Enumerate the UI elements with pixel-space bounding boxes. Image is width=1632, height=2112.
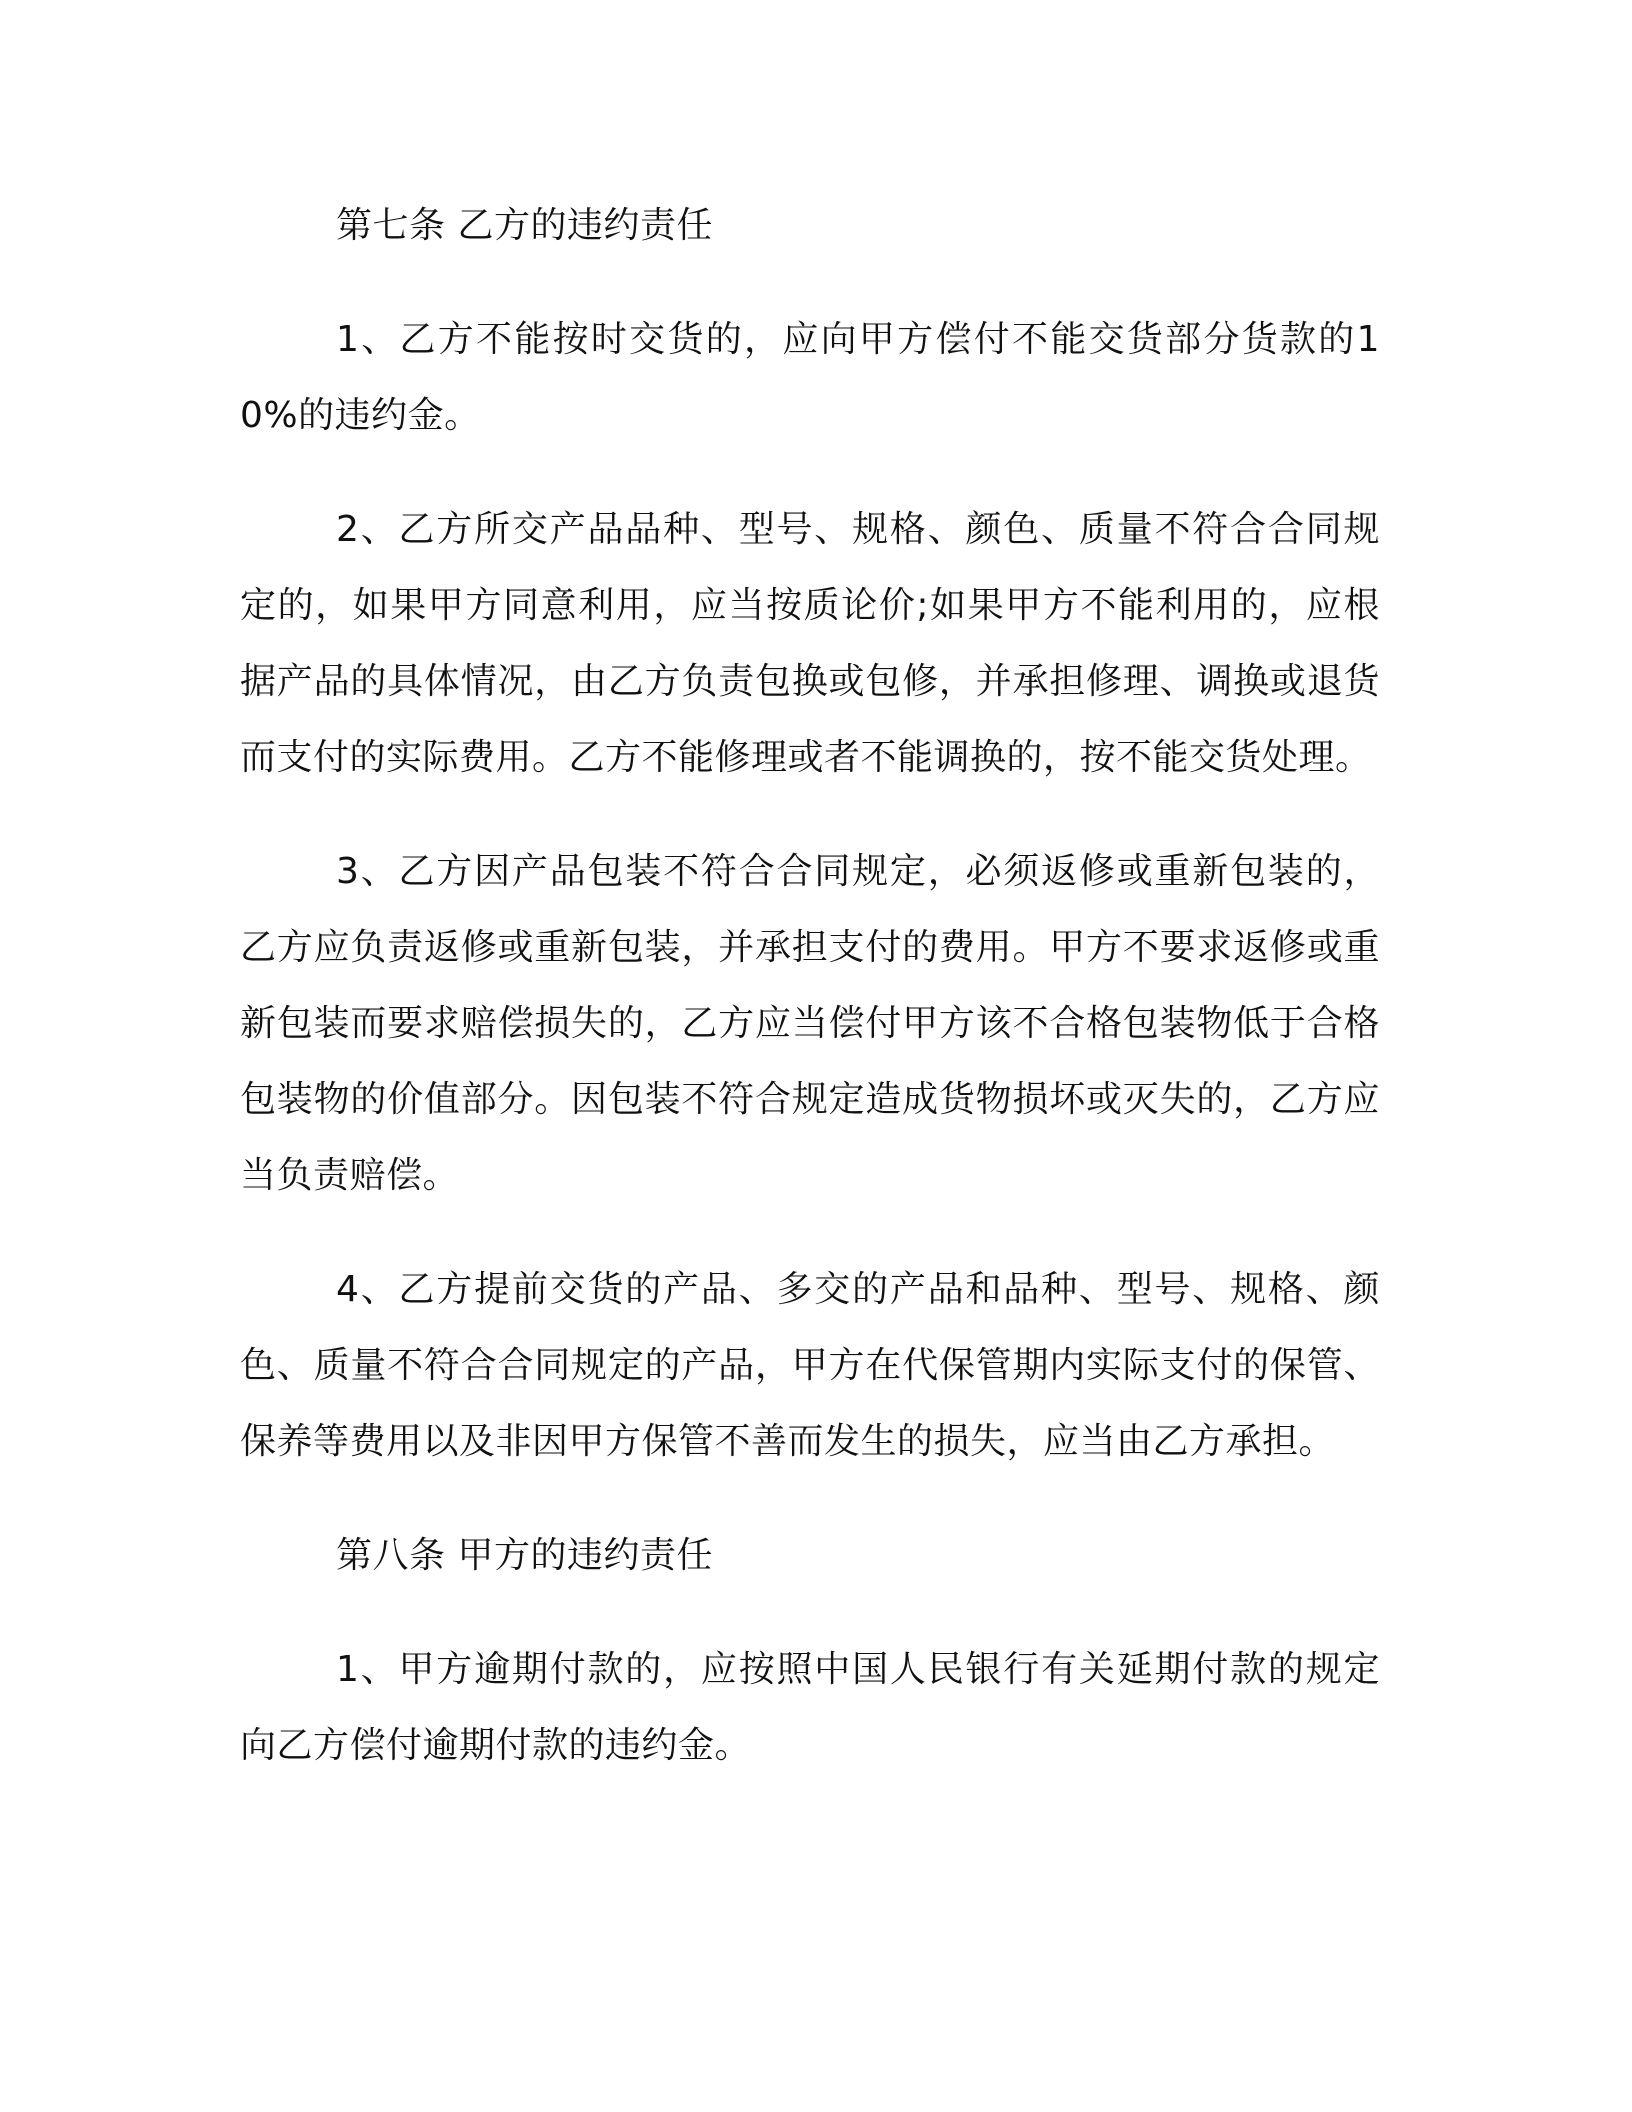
- paragraph-7-4: 4、乙方提前交货的产品、多交的产品和品种、型号、规格、颜色、质量不符合合同规定的产品，甲方在代保管期内实际支付的保管、保养等费用以及非因甲方保管不善而发生的损失，应当由乙方承担。: [240, 1269, 1380, 1462]
- section-heading-article-7: 第七条 乙方的违约责任: [336, 205, 713, 246]
- paragraph-8-1: 1、甲方逾期付款的，应按照中国人民银行有关延期付款的规定向乙方偿付逾期付款的违约金。: [240, 1649, 1380, 1766]
- paragraph-7-3: 3、乙方因产品包装不符合合同规定，必须返修或重新包装的，乙方应负责返修或重新包装，并承担支付的费用。甲方不要求返修或重新包装而要求赔偿损失的，乙方应当偿付甲方该不合格包装物低于合格包装物的价值部分。因包装不符合规定造成货物损坏或灭失的，乙方应当负责赔偿。: [240, 851, 1380, 1196]
- paragraph-7-2: 2、乙方所交产品品种、型号、规格、颜色、质量不符合合同规定的，如果甲方同意利用，应当按质论价;如果甲方不能利用的，应根据产品的具体情况，由乙方负责包换或包修，并承担修理、调换或退货而支付的实际费用。乙方不能修理或者不能调换的，按不能交货处理。: [240, 509, 1380, 778]
- document-body: [240, 188, 1380, 1784]
- section-heading-article-8: 第八条 甲方的违约责任: [336, 1535, 713, 1576]
- paragraph-7-1: 1、乙方不能按时交货的，应向甲方偿付不能交货部分货款的10%的违约金。: [240, 319, 1380, 436]
